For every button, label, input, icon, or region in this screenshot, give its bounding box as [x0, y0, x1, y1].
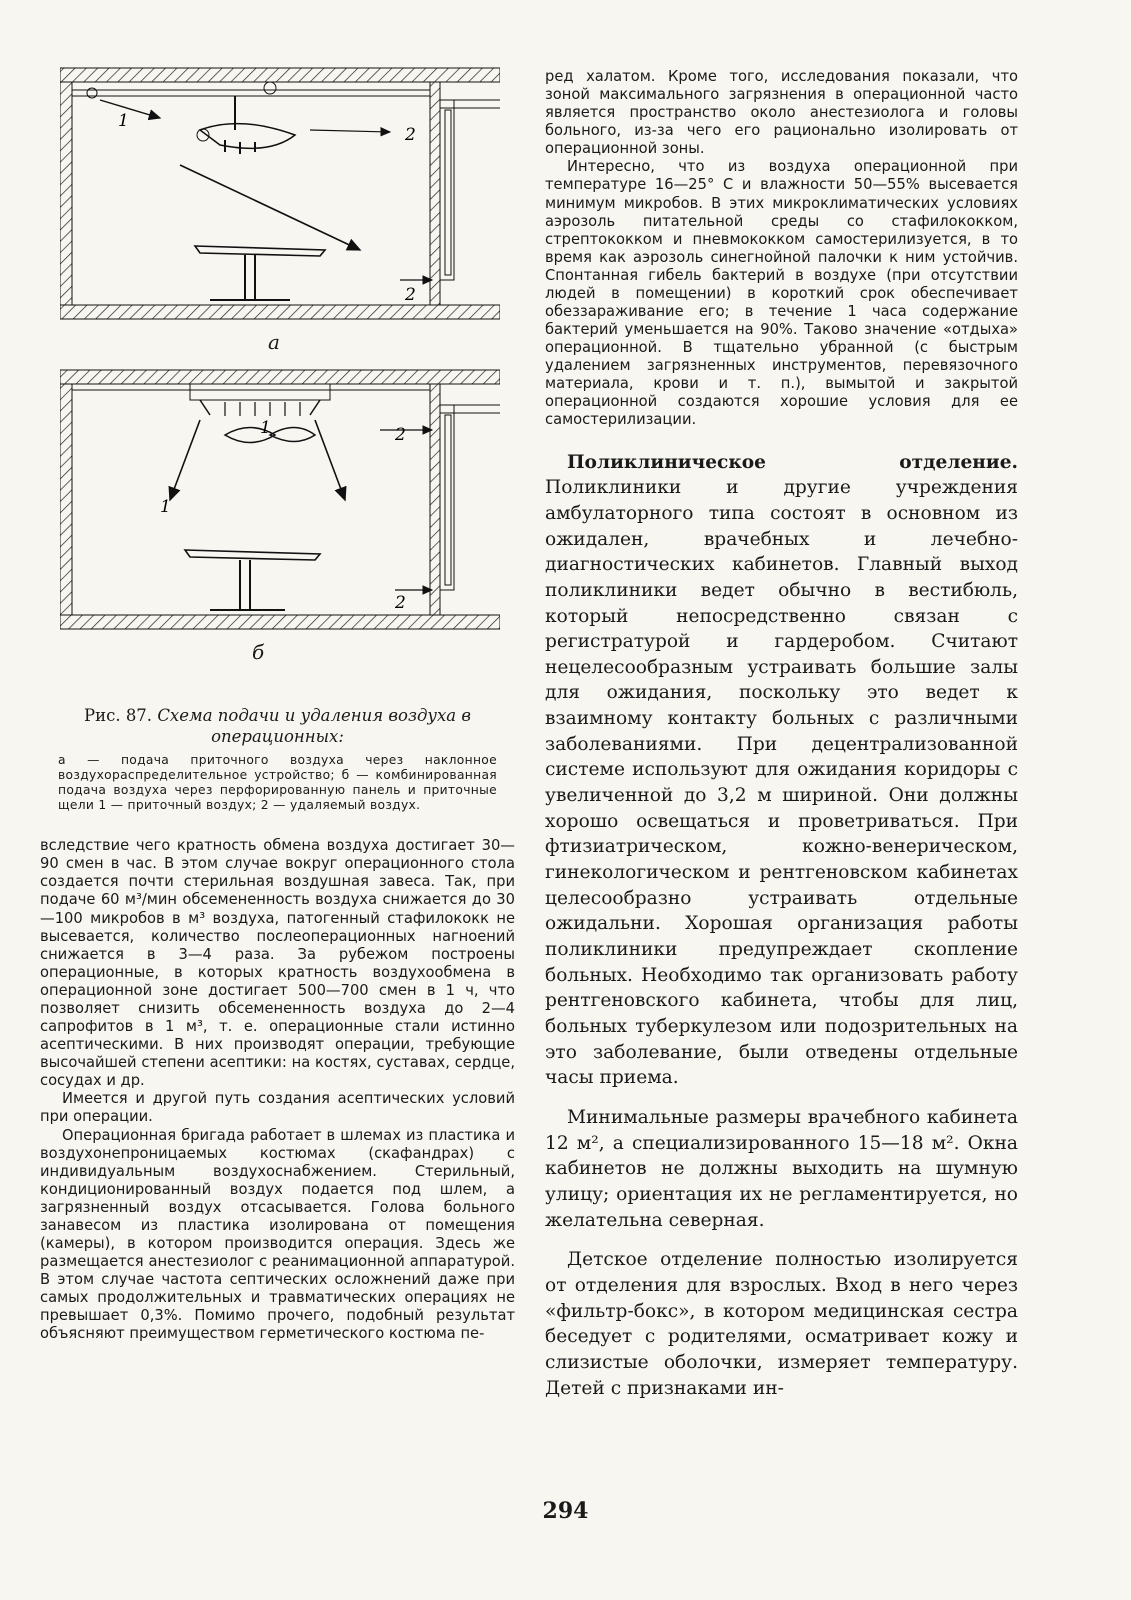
- section-paragraph-3: Детское отделение полностью изолируется от отделения для взрослых. Вход в него через «фильтр-бокс», в котором медицинская сестра беседует с родителями, осматривает кожу и слизистые оболочки, измеряет температуру. Детей с признаками ин-: [545, 1249, 1018, 1399]
- label-b-1-left: 1: [160, 497, 171, 517]
- caption-text: Схема подачи и удаления воздуха в операционных:: [157, 706, 471, 746]
- label-a-2-bottom: 2: [405, 285, 416, 305]
- left-paragraph-1: вследствие чего кратность обмена воздуха достигает 30—90 смен в час. В этом случае вокруг операционного стола создается почти стерильная воздушная завеса. Так, при подаче 60 м³/мин обсемененность воздуха снижается до 30—100 микробов в м³ воздуха, патогенный стафилококк не высевается, количество послеоперационных нагноений снижается в 3—4 раза. За рубежом построены операционные, в которых кратность воздухообмена в операционной зоне достигает 500—700 смен в 1 ч, что позволяет снизить обсемененность воздуха до 2—4 сапрофитов в 1 м³, т. е. операционные стали истинно асептическими. В них производят операции, требующие высочайшей степени асептики: на костях, суставах, сердце, сосудах и др.: [40, 837, 515, 1090]
- label-b-2-bottom: 2: [395, 593, 406, 613]
- left-paragraph-3: Операционная бригада работает в шлемах из пластика и воздухонепроницаемых костюмах (скафандрах) с индивидуальным воздухоснабжением. Стерильный, кондиционированный воздух подается под шлем, а загрязненный воздух отсасывается. Голова больного занавесом из пластика изолирована от помещения (камеры), в котором производится операция. Здесь же размещается анестезиолог с реанимационной аппаратурой. В этом случае частота септических осложнений даже при самых продолжительных и травматических операциях не превышает 0,3%. Помимо прочего, подобный результат объясняют преимуществом герметического костюма пе-: [40, 1126, 515, 1343]
- caption-prefix: Рис. 87.: [83, 706, 153, 725]
- figure-87: [40, 60, 515, 700]
- right-column: [545, 68, 1018, 1401]
- left-paragraph-2: Имеется и другой путь создания асептических условий при операции.: [40, 1090, 515, 1126]
- section-paragraph-1-text: Поликлиники и другие учреждения амбулаторного типа состоят в основном из ожидален, врачебных и лечебно-диагностических кабинетов. Главный выход поликлиники ведет обычно в вестибюль, который непосредственно связан с регистратурой и гардеробом. Считают нецелесообразным устраивать большие залы для ожидания, поскольку это ведет к взаимному контакту больных с различными заболеваниями. При децентрализованной системе используют для ожидания коридоры с увеличенной до 3,2 м шириной. Они должны хорошо освещаться и проветриваться. При фтизиатрическом, кожно-венерическом, гинекологическом и рентгеновском кабинетах целесообразно устраивать отдельные ожидальни. Хорошая организация работы поликлиники предупреждает скопление больных. Необходимо так организовать работу рентгеновского кабинета, чтобы для лиц, больных туберкулезом или подозрительных на это заболевание, были отведены отдельные часы приема.: [545, 477, 1018, 1089]
- right-small-text: [545, 68, 1018, 430]
- figure-letter-b: б: [252, 640, 265, 664]
- figure-caption-title: [40, 706, 515, 747]
- label-a-2-top: 2: [405, 125, 416, 145]
- right-large-text: [545, 450, 1018, 1402]
- section-heading: Поликлиническое отделение.: [567, 451, 1018, 473]
- label-a-1: 1: [118, 111, 129, 131]
- ventilation-diagram: [60, 60, 500, 640]
- diagram-b: [60, 370, 500, 629]
- left-body-text: [40, 837, 515, 1343]
- diagram-a: [60, 68, 500, 319]
- right-paragraph-1: ред халатом. Кроме того, исследования показали, что зоной максимального загрязнения в операционной часто является пространство около анестезиолога и головы больного, из-за чего его рационально изолировать от операционной зоны.: [545, 68, 1018, 158]
- label-b-2-top: 2: [395, 425, 406, 445]
- left-column: [40, 60, 515, 1343]
- label-b-1-center: 1: [260, 418, 271, 438]
- right-paragraph-2: Интересно, что из воздуха операционной при температуре 16—25° С и влажности 50—55% высевается минимум микробов. В этих микроклиматических условиях аэрозоль питательной среды со стафилококком, стрептококком и пневмококком самостерилизуется, в то время как аэрозоль синегнойной палочки к ним устойчив. Спонтанная гибель бактерий в воздухе (при отсутствии людей в помещении) в короткий срок обеспечивает обеззараживание его; в течение 1 часа содержание бактерий уменьшается на 90%. Таково значение «отдыха» операционной. В тщательно убранной (с быстрым удалением загрязненных инструментов, перевязочного материала, крови и т. п.), вымытой и закрытой операционной создаются хорошие условия для ее самостерилизации.: [545, 158, 1018, 429]
- section-paragraph-2: Минимальные размеры врачебного кабинета 12 м², а специализированного 15—18 м². Окна кабинетов не должны выходить на шумную улицу; ориентация их не регламентируется, но желательна северная.: [545, 1106, 1018, 1231]
- page-number: 294: [542, 1498, 589, 1524]
- figure-caption-body: а — подача приточного воздуха через наклонное воздухораспределительное устройство; б — комбинированная подача воздуха через перфорированную панель и приточные щели 1 — приточный воздух; 2 — удаляемый воздух.: [58, 753, 497, 813]
- section-paragraph-1: [545, 450, 1018, 1091]
- figure-letter-a: а: [268, 330, 280, 354]
